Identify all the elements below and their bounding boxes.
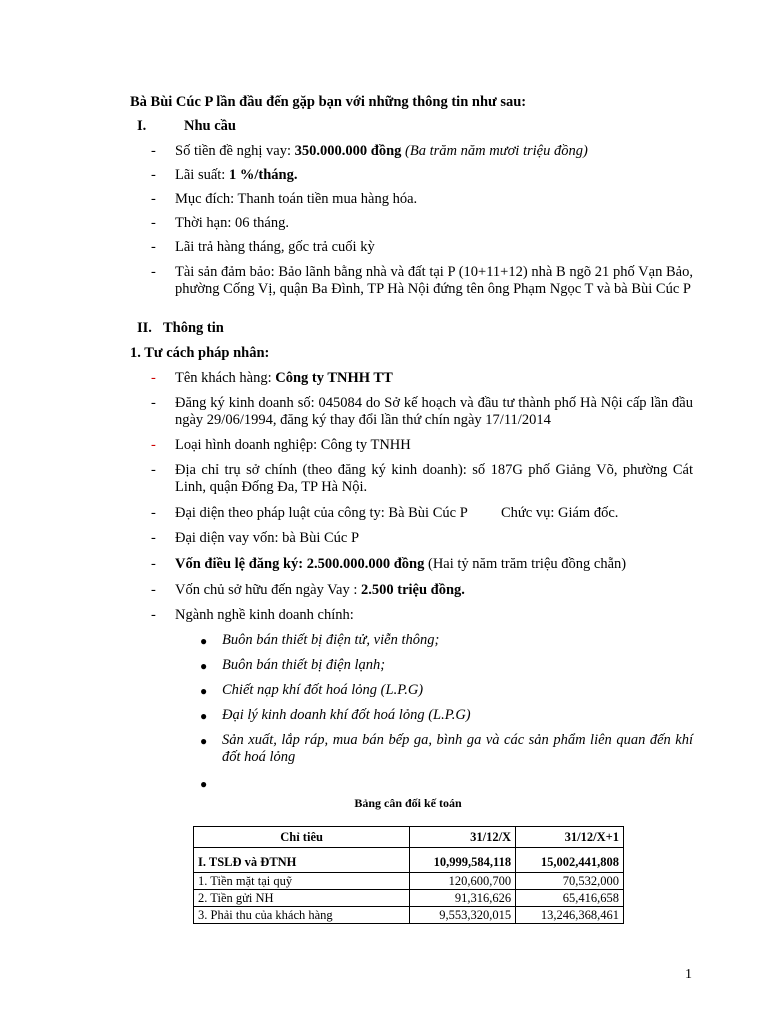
column-header: 31/12/X: [410, 827, 516, 848]
owner-equity: [175, 582, 465, 599]
business-registration: Đăng ký kinh doanh số: 045084 do Sở kế hoạch và đầu tư thành phố Hà Nội cấp lần đầu ngày 29/06/1994, đăng ký thay đổi lần thứ chín ngày 17/11/2014: [175, 395, 693, 428]
business-line-item: Sản xuất, lắp ráp, mua bán bếp ga, bình ga và các sản phẩm liên quan đến khí đốt hoá lỏng: [222, 732, 693, 765]
interest-rate: [175, 167, 297, 184]
table-row: [194, 907, 624, 924]
table-cell: 3. Phải thu của khách hàng: [194, 907, 410, 924]
table-cell: 15,002,441,808: [516, 848, 624, 873]
table-cell: 2. Tiền gửi NH: [194, 890, 410, 907]
dash-marker: -: [151, 239, 156, 255]
table-total-row: [194, 848, 624, 873]
dash-marker: -: [151, 607, 156, 623]
charter-capital-label: Vốn điều lệ đăng ký: 2.500.000.000 đồng: [175, 556, 425, 572]
dash-marker: -: [151, 191, 156, 207]
table-cell: 65,416,658: [516, 890, 624, 907]
bullet-marker: ●: [200, 684, 208, 698]
table-row: [194, 890, 624, 907]
interest-rate-label: Lãi suất:: [175, 167, 229, 183]
enterprise-type: Loại hình doanh nghiệp: Công ty TNHH: [175, 437, 411, 453]
bullet-marker: ●: [200, 634, 208, 648]
section2-number: II.: [137, 320, 152, 336]
charter-capital-words: (Hai tỷ năm trăm triệu đồng chẵn): [424, 556, 627, 572]
loan-amount-words: (Ba trăm năm mươi triệu đồng): [401, 143, 588, 159]
loan-amount-label: Số tiền đề nghị vay:: [175, 143, 295, 159]
representative-position: Chức vụ: Giám đốc.: [501, 505, 619, 521]
dash-marker: -: [151, 167, 156, 183]
bullet-marker: ●: [200, 777, 208, 791]
legal-status-heading: 1. Tư cách pháp nhân:: [130, 345, 270, 361]
dash-marker: -: [151, 143, 156, 159]
interest-rate-value: 1 %/tháng.: [228, 167, 298, 183]
table-cell: 70,532,000: [516, 873, 624, 890]
loan-amount-value: 350.000.000 đồng: [294, 143, 402, 159]
column-header: Chỉ tiêu: [194, 827, 410, 848]
customer-name: [175, 370, 393, 387]
table-header-row: [194, 827, 624, 848]
business-line-item: Chiết nạp khí đốt hoá lỏng (L.P.G): [222, 682, 424, 698]
section2-title: Thông tin: [163, 320, 224, 336]
table-cell: 1. Tiền mặt tại quỹ: [194, 873, 410, 890]
loan-amount: [175, 143, 588, 160]
customer-name-value: Công ty TNHH TT: [275, 370, 393, 386]
table-cell: 120,600,700: [410, 873, 516, 890]
column-header: 31/12/X+1: [516, 827, 624, 848]
table-cell: 13,246,368,461: [516, 907, 624, 924]
collateral: Tài sản đảm bảo: Bảo lãnh bằng nhà và đất tại P (10+11+12) nhà B ngõ 21 phố Vạn Bảo, phường Cống Vị, quận Ba Đình, TP Hà Nội đứng tên ông Phạm Ngọc T và bà Bùi Cúc P: [175, 264, 693, 297]
dash-marker: -: [151, 215, 156, 231]
table-cell: 9,553,320,015: [410, 907, 516, 924]
bullet-marker: ●: [200, 734, 208, 748]
business-line-item: Buôn bán thiết bị điện tử, viễn thông;: [222, 632, 440, 648]
dash-marker: -: [151, 370, 156, 386]
business-line-item: Đại lý kinh doanh khí đốt hoá lỏng (L.P.G): [222, 707, 471, 723]
section1-title: Nhu cầu: [184, 118, 236, 134]
customer-name-label: Tên khách hàng:: [175, 370, 276, 386]
legal-representative: Đại diện theo pháp luật của công ty: Bà Bùi Cúc P: [175, 505, 468, 521]
dash-marker: -: [151, 395, 156, 411]
owner-equity-label: Vốn chủ sở hữu đến ngày Vay :: [175, 582, 362, 598]
table-cell: I. TSLĐ và ĐTNH: [194, 848, 410, 873]
head-office-address: Địa chỉ trụ sở chính (theo đăng ký kinh doanh): số 187G phố Giảng Võ, phường Cát Linh, quận Đống Đa, TP Hà Nội.: [175, 462, 693, 495]
dash-marker: -: [151, 530, 156, 546]
table-row: [194, 873, 624, 890]
business-lines-label: Ngành nghề kinh doanh chính:: [175, 607, 354, 623]
loan-term: Thời hạn: 06 tháng.: [175, 215, 289, 231]
dash-marker: -: [151, 264, 156, 280]
repayment-terms: Lãi trả hàng tháng, gốc trả cuối kỳ: [175, 239, 375, 255]
dash-marker: -: [151, 505, 156, 521]
business-line-item: Buôn bán thiết bị điện lạnh;: [222, 657, 386, 673]
table-cell: 91,316,626: [410, 890, 516, 907]
dash-marker: -: [151, 437, 156, 453]
table-cell: 10,999,584,118: [410, 848, 516, 873]
balance-sheet-table: [193, 826, 624, 924]
page-number: 1: [685, 967, 692, 982]
owner-equity-value: 2.500 triệu đồng.: [361, 582, 465, 598]
dash-marker: -: [151, 556, 156, 572]
charter-capital: [175, 556, 626, 573]
bullet-marker: ●: [200, 709, 208, 723]
bullet-marker: ●: [200, 659, 208, 673]
balance-sheet-title: Bảng cân đối kế toán: [354, 796, 462, 810]
section1-number: I.: [137, 118, 147, 134]
loan-purpose: Mục đích: Thanh toán tiền mua hàng hóa.: [175, 191, 418, 207]
dash-marker: -: [151, 462, 156, 478]
dash-marker: -: [151, 582, 156, 598]
loan-representative: Đại diện vay vốn: bà Bùi Cúc P: [175, 530, 360, 546]
intro-line: Bà Bùi Cúc P lần đầu đến gặp bạn với những thông tin như sau:: [130, 94, 527, 110]
